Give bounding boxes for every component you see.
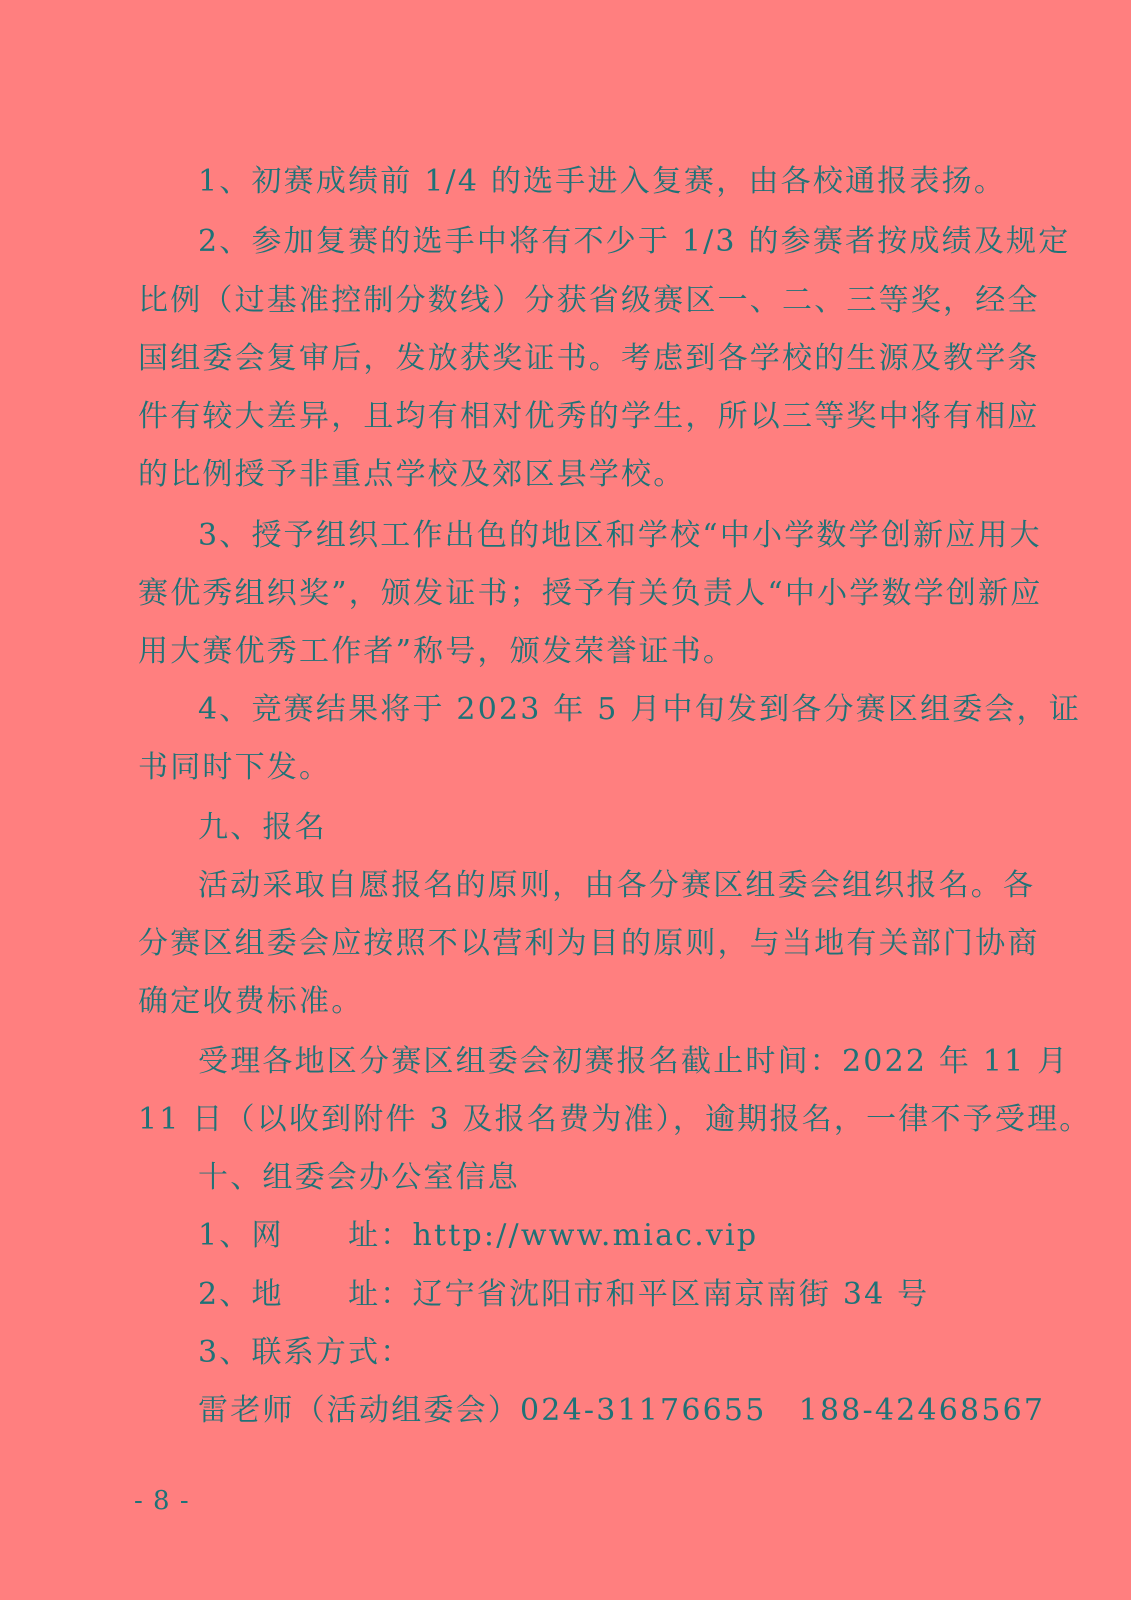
text-line: 2、地 址：辽宁省沈阳市和平区南京南街 34 号 bbox=[198, 1277, 930, 1312]
text-line: 1、初赛成绩前 1/4 的选手进入复赛，由各校通报表扬。 bbox=[198, 164, 1007, 199]
text-line: 雷老师（活动组委会）024-31176655 188-42468567 bbox=[198, 1393, 1046, 1428]
text-line: 受理各地区分赛区组委会初赛报名截止时间：2022 年 11 月 bbox=[198, 1044, 1070, 1079]
text-line: 用大赛优秀工作者”称号，颁发荣誉证书。 bbox=[138, 634, 736, 669]
text-line: 确定收费标准。 bbox=[138, 984, 364, 1019]
page-number: - 8 - bbox=[134, 1486, 190, 1516]
text-line: 3、授予组织工作出色的地区和学校“中小学数学创新应用大 bbox=[198, 518, 1042, 553]
text-line: 3、联系方式： bbox=[198, 1335, 413, 1370]
text-line: 1、网 址：http://www.miac.vip bbox=[198, 1218, 759, 1253]
text-line: 国组委会复审后，发放获奖证书。考虑到各学校的生源及教学条 bbox=[138, 341, 1040, 376]
text-line: 4、竞赛结果将于 2023 年 5 月中旬发到各分赛区组委会，证 bbox=[198, 692, 1082, 727]
text-line: 2、参加复赛的选手中将有不少于 1/3 的参赛者按成绩及规定 bbox=[198, 224, 1071, 259]
text-line: 赛优秀组织奖”，颁发证书；授予有关负责人“中小学数学创新应 bbox=[138, 576, 1043, 611]
section-heading: 十、组委会办公室信息 bbox=[198, 1160, 520, 1195]
text-line: 活动采取自愿报名的原则，由各分赛区组委会组织报名。各 bbox=[198, 868, 1036, 903]
text-line: 11 日（以收到附件 3 及报名费为准），逾期报名，一律不予受理。 bbox=[138, 1102, 1092, 1137]
text-line: 件有较大差异，且均有相对优秀的学生，所以三等奖中将有相应 bbox=[138, 399, 1040, 434]
text-line: 分赛区组委会应按照不以营利为目的原则，与当地有关部门协商 bbox=[138, 926, 1040, 961]
text-line: 的比例授予非重点学校及郊区县学校。 bbox=[138, 457, 686, 492]
text-line: 比例（过基准控制分数线）分获省级赛区一、二、三等奖，经全 bbox=[138, 283, 1040, 318]
section-heading: 九、报名 bbox=[198, 810, 327, 845]
text-line: 书同时下发。 bbox=[138, 750, 332, 785]
